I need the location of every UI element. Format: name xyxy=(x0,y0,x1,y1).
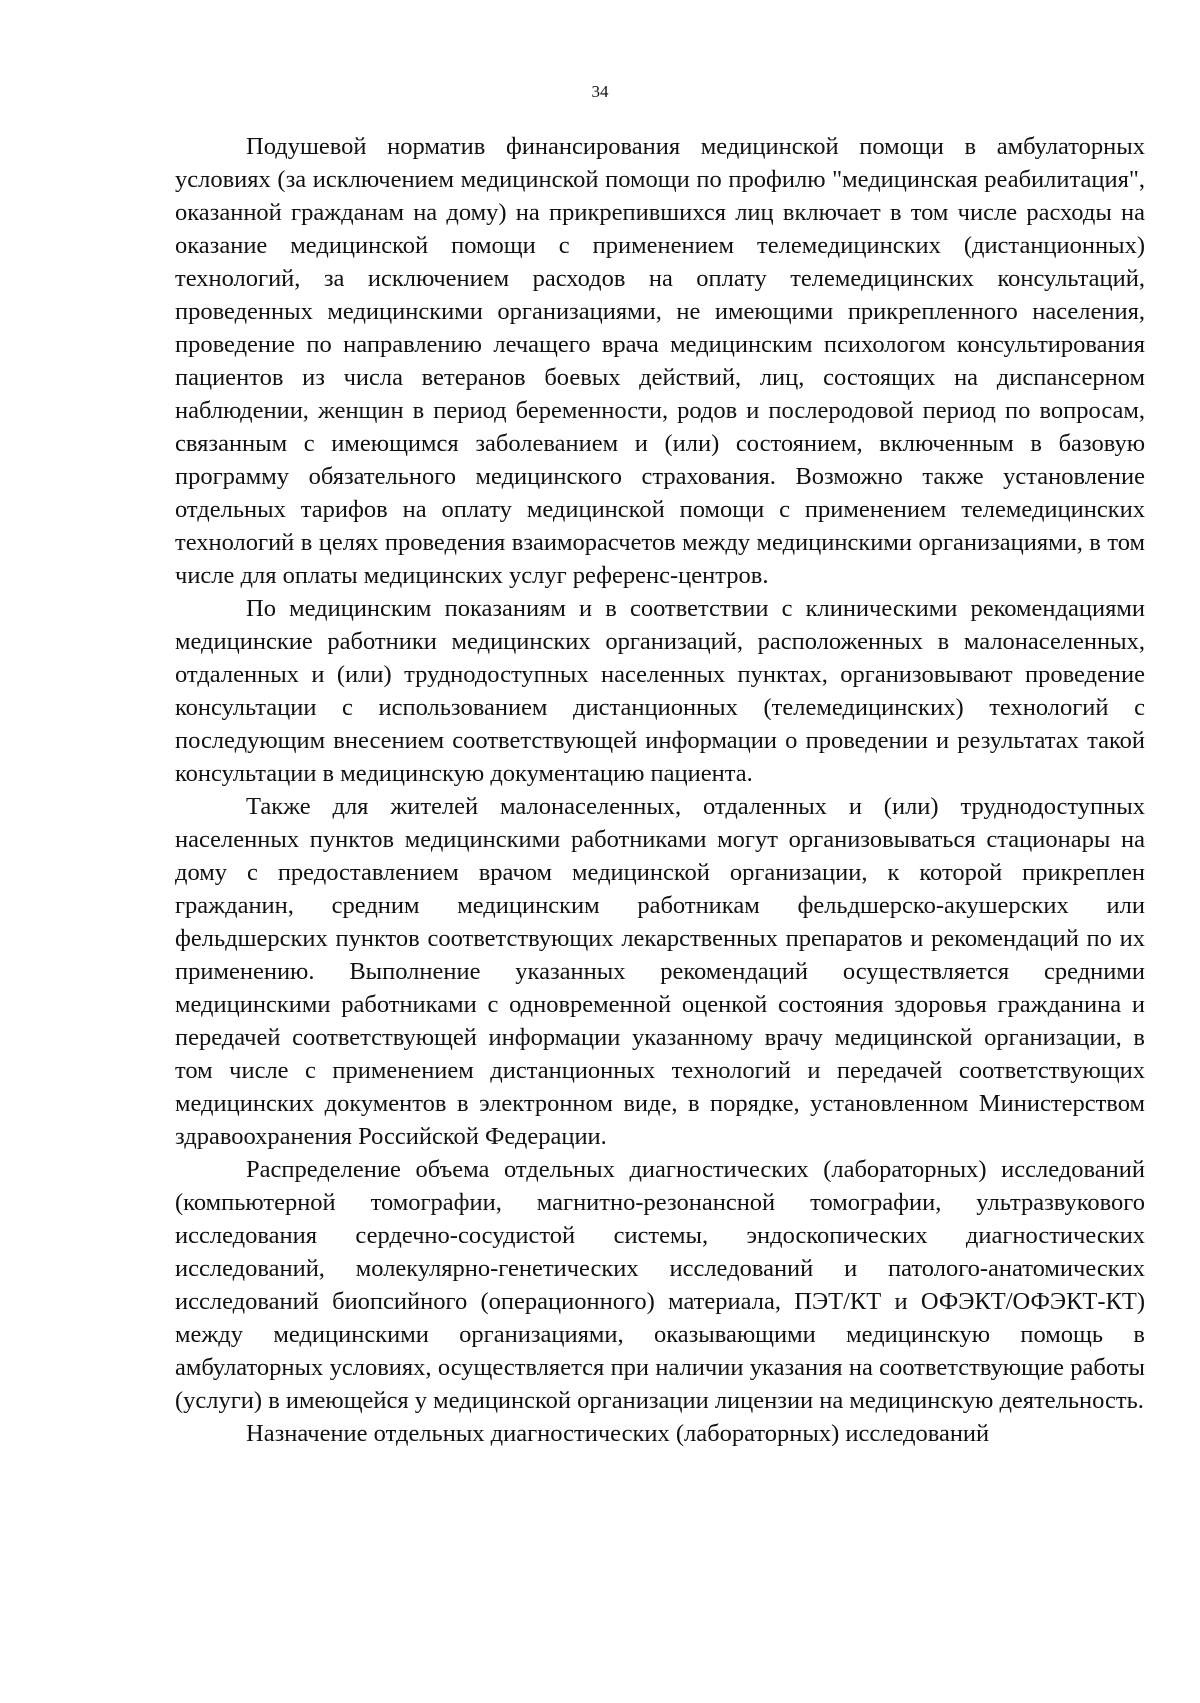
paragraph-4: Распределение объема отдельных диагностических (лабораторных) исследований (компьютерной томографии, магнитно-резонансной томографии, ультразвукового исследования сердечно-сосудистой системы, эндоскопических диагностических исследований, молекулярно-генетических исследований и патолого-анатомических исследований биопсийного (операционного) материала, ПЭТ/КТ и ОФЭКТ/ОФЭКТ-КТ) между медицинскими организациями, оказывающими медицинскую помощь в амбулаторных условиях, осуществляется при наличии указания на соответствующие работы (услуги) в имеющейся у медицинской организации лицензии на медицинскую деятельность. xyxy=(175,1156,1145,1414)
paragraph-3: Также для жителей малонаселенных, отдаленных и (или) труднодоступных населенных пунктов медицинскими работниками могут организовываться стационары на дому с предоставлением врачом медицинской организации, к которой прикреплен гражданин, средним медицинским работникам фельдшерско-акушерских или фельдшерских пунктов соответствующих лекарственных препаратов и рекомендаций по их применению. Выполнение указанных рекомендаций осуществляется средними медицинскими работниками с одновременной оценкой состояния здоровья гражданина и передачей соответствующей информации указанному врачу медицинской организации, в том числе с применением дистанционных технологий и передачей соответствующих медицинских документов в электронном виде, в порядке, установленном Министерством здравоохранения Российской Федерации. xyxy=(175,793,1145,1150)
document-body xyxy=(175,130,1145,1450)
paragraph-1: Подушевой норматив финансирования медицинской помощи в амбулаторных условиях (за исключением медицинской помощи по профилю "медицинская реабилитация", оказанной гражданам на дому) на прикрепившихся лиц включает в том числе расходы на оказание медицинской помощи с применением телемедицинских (дистанционных) технологий, за исключением расходов на оплату телемедицинских консультаций, проведенных медицинскими организациями, не имеющими прикрепленного населения, проведение по направлению лечащего врача медицинским психологом консультирования пациентов из числа ветеранов боевых действий, лиц, состоящих на диспансерном наблюдении, женщин в период беременности, родов и послеродовой период по вопросам, связанным с имеющимся заболеванием и (или) состоянием, включенным в базовую программу обязательного медицинского страхования. Возможно также установление отдельных тарифов на оплату медицинской помощи с применением телемедицинских технологий в целях проведения взаиморасчетов между медицинскими организациями, в том числе для оплаты медицинских услуг референс-центров. xyxy=(175,133,1145,589)
paragraph-5: Назначение отдельных диагностических (лабораторных) исследований xyxy=(246,1420,990,1447)
paragraph-2: По медицинским показаниям и в соответствии с клиническими рекомендациями медицинские работники медицинских организаций, расположенных в малонаселенных, отдаленных и (или) труднодоступных населенных пунктах, организовывают проведение консультации с использованием дистанционных (телемедицинских) технологий с последующим внесением соответствующей информации о проведении и результатах такой консультации в медицинскую документацию пациента. xyxy=(175,595,1145,787)
page-number: 34 xyxy=(591,82,609,101)
